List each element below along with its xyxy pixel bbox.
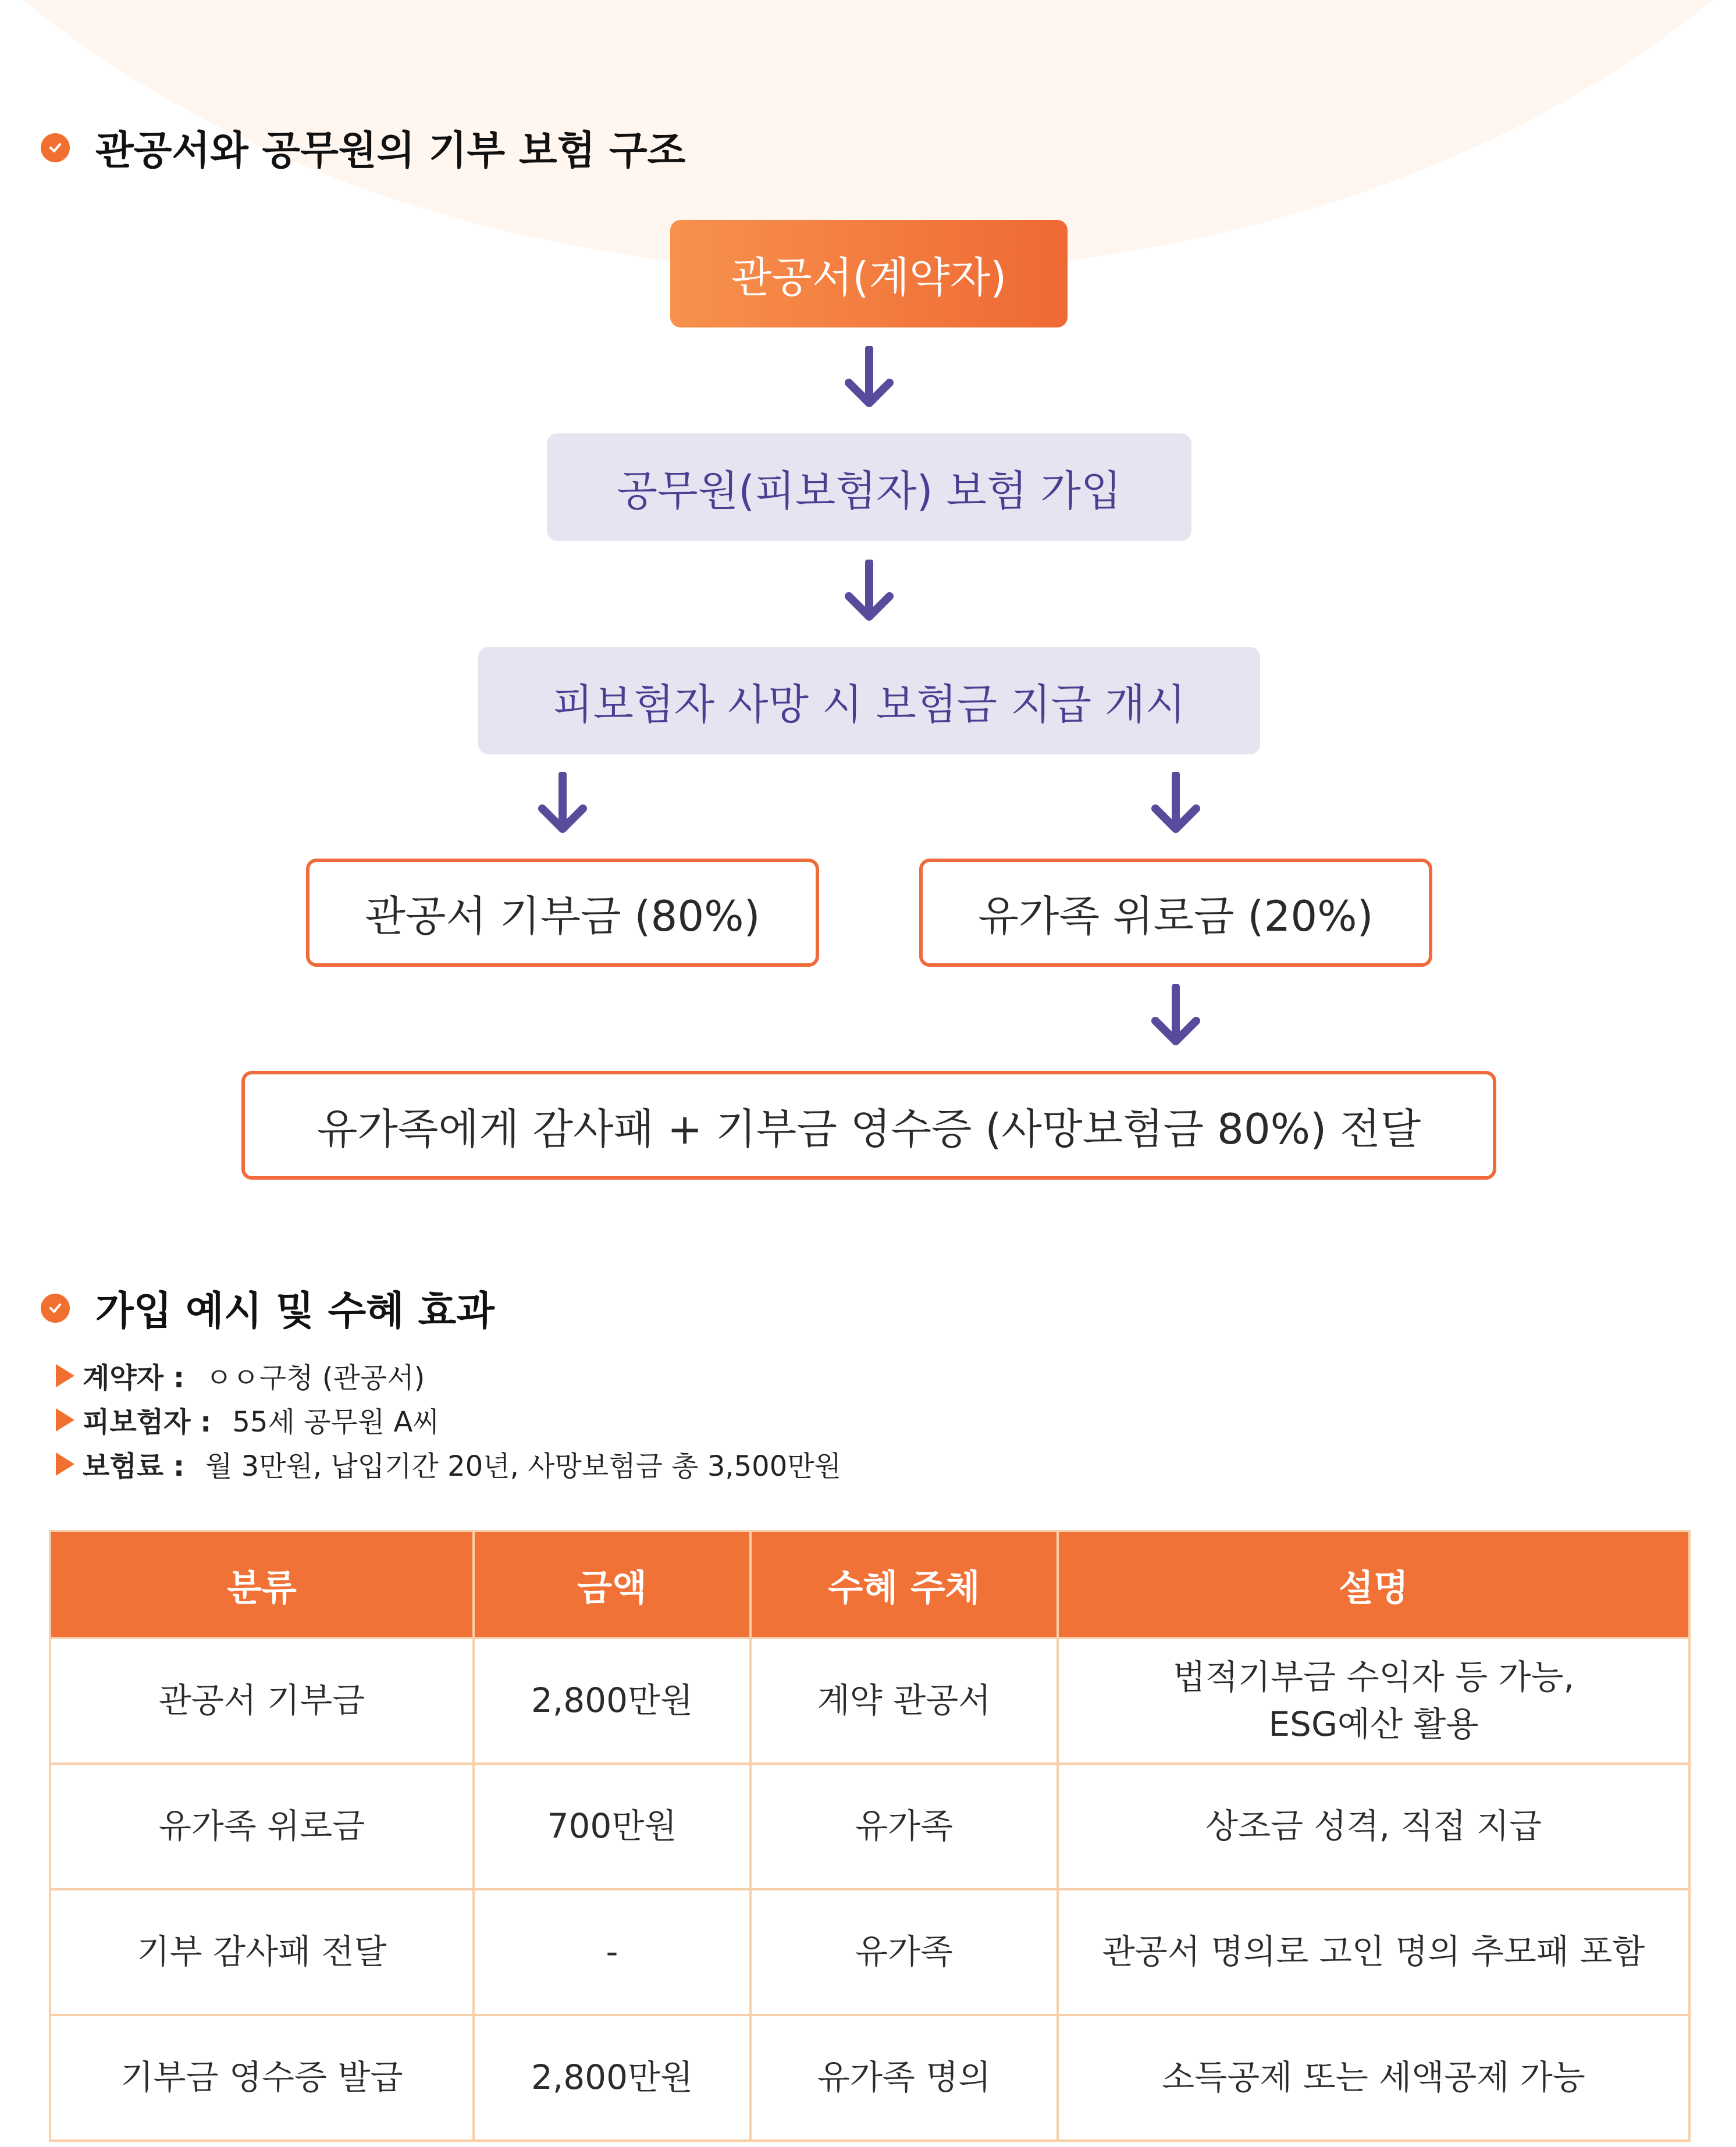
info-contractor [56,1355,425,1395]
flow-delivery-box: 유가족에게 감사패 + 기부금 영수증 (사망보험금 80%) 전달 [241,1071,1496,1180]
cell-category: 기부 감사패 전달 [50,1889,474,2015]
cell-description: 관공서 명의로 고인 명의 추모패 포함 [1058,1889,1689,2015]
section-title-text: 가입 예시 및 수혜 효과 [95,1288,495,1334]
header-amount: 금액 [474,1531,750,1638]
table-row [50,1764,1689,1889]
cell-amount: 700만원 [474,1764,750,1889]
header-description: 설명 [1058,1531,1689,1638]
info-value: 55세 공무원 A씨 [232,1406,440,1439]
description-line: 법적기부금 수익자 등 가능, [1172,1657,1575,1697]
arrow-down-icon [1150,984,1202,1048]
section-title-example [41,1280,495,1336]
flow-insured-box: 공무원(피보험자) 보험 가입 [547,433,1191,541]
header-beneficiary: 수혜 주체 [750,1531,1058,1638]
info-label: 보험료 : [83,1450,185,1483]
table-row [50,1638,1689,1764]
info-label: 피보험자 : [83,1406,212,1439]
flow-donation-box: 관공서 기부금 (80%) [306,859,819,967]
cell-category: 관공서 기부금 [50,1638,474,1764]
cell-amount: 2,800만원 [474,2015,750,2141]
arrow-down-icon [1150,772,1202,836]
cell-beneficiary: 계약 관공서 [750,1638,1058,1764]
description-line: ESG예산 활용 [1268,1704,1479,1744]
check-circle-icon [41,1294,70,1323]
cell-category: 기부금 영수증 발급 [50,2015,474,2141]
cell-beneficiary: 유가족 [750,1764,1058,1889]
info-value: 월 3만원, 납입기간 20년, 사망보험금 총 3,500만원 [205,1450,841,1483]
flow-contractor-box: 관공서(계약자) [670,220,1068,327]
benefit-table [49,1530,1691,2142]
header-category: 분류 [50,1531,474,1638]
info-value: ㅇㅇ구청 (관공서) [205,1362,425,1394]
table-header-row [50,1531,1689,1638]
check-circle-icon [41,133,70,162]
triangle-bullet-icon [56,1408,74,1432]
cell-description [1058,1638,1689,1764]
cell-description: 소득공제 또는 세액공제 가능 [1058,2015,1689,2141]
cell-beneficiary: 유가족 명의 [750,2015,1058,2141]
cell-beneficiary: 유가족 [750,1889,1058,2015]
section-title-text: 관공서와 공무원의 기부 보험 구조 [95,128,686,174]
info-label: 계약자 : [83,1362,185,1394]
triangle-bullet-icon [56,1364,74,1387]
table-row [50,1889,1689,2015]
info-insured [56,1400,440,1440]
flow-payout-box: 피보험자 사망 시 보험금 지급 개시 [478,647,1260,754]
cell-amount: 2,800만원 [474,1638,750,1764]
cell-category: 유가족 위로금 [50,1764,474,1889]
flow-condolence-box: 유가족 위로금 (20%) [919,859,1432,967]
cell-amount: - [474,1889,750,2015]
arrow-down-icon [843,560,895,624]
arrow-down-icon [843,346,895,410]
arrow-down-icon [536,772,589,836]
table-row [50,2015,1689,2141]
section-title-structure [41,119,685,176]
cell-description: 상조금 성격, 직접 지급 [1058,1764,1689,1889]
info-premium [56,1444,841,1484]
triangle-bullet-icon [56,1452,74,1476]
